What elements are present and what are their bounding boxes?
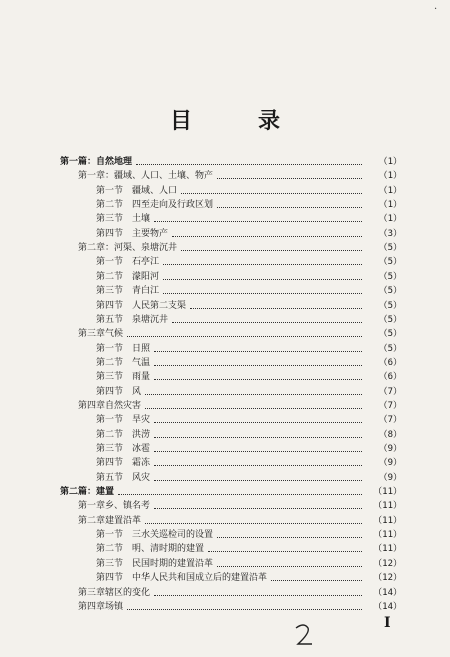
toc-entry-title: 建置 (96, 487, 115, 498)
toc-entry-page: （9） (378, 458, 402, 469)
toc-entry-title: 中华人民共和国成立后的建置沿革 (132, 573, 268, 584)
toc-leader-dots (163, 264, 362, 265)
toc-entry-number: 第四节 (96, 458, 124, 469)
toc-entry-page: （11） (373, 544, 402, 555)
toc-entry-number: 第三节 (96, 558, 124, 569)
toc-entry-page: （1） (378, 214, 402, 225)
toc-entry-title: 疆域、人口、土壤、物产 (114, 171, 214, 182)
toc-entry-page: （5） (378, 314, 402, 325)
toc-row (96, 255, 402, 269)
toc-entry-page: （6） (378, 372, 402, 383)
toc-entry-number: 第一章 (78, 501, 106, 512)
toc-row (78, 327, 402, 341)
toc-entry-text (96, 370, 152, 384)
toc-entry-text (78, 600, 125, 614)
toc-entry-page: （5） (378, 257, 402, 268)
toc-entry-text (96, 456, 152, 470)
toc-entry-number: 第四节 (96, 573, 124, 584)
toc-entry-number: 第四章 (78, 400, 106, 411)
toc-leader-dots (154, 465, 362, 466)
toc-entry-text (96, 356, 152, 370)
toc-entry-number: 第一章： (78, 171, 115, 182)
toc-row (96, 428, 402, 442)
toc-row (96, 284, 402, 298)
toc-entry-text (78, 327, 125, 341)
toc-entry-page: （5） (378, 286, 402, 297)
toc-entry-text (78, 514, 143, 528)
toc-row (78, 241, 402, 255)
toc-leader-dots (127, 336, 362, 337)
toc-leader-dots (118, 494, 362, 495)
toc-leader-dots (163, 279, 362, 280)
toc-row (78, 586, 402, 600)
toc-entry-text (96, 299, 188, 313)
toc-row (60, 485, 402, 499)
toc-entry-text (60, 485, 116, 499)
toc-row (78, 600, 402, 614)
toc-row (96, 456, 402, 470)
toc-entry-number: 第四节 (96, 386, 124, 397)
toc-entry-page: （12） (373, 573, 402, 584)
toc-entry-page: （7） (378, 415, 402, 426)
toc-leader-dots (154, 365, 362, 366)
toc-entry-text (96, 255, 161, 269)
toc-entry-text (96, 428, 152, 442)
toc-row (96, 227, 402, 241)
toc-entry-page: （5） (378, 271, 402, 282)
toc-entry-text (96, 313, 170, 327)
toc-row (96, 370, 402, 384)
toc-row (78, 399, 402, 413)
table-of-contents (0, 155, 450, 615)
toc-entry-text (96, 270, 161, 284)
toc-row (96, 313, 402, 327)
toc-entry-page: （14） (373, 601, 402, 612)
toc-entry-number: 第三章 (78, 329, 106, 340)
toc-entry-page: （5） (378, 343, 402, 354)
toc-entry-title: 明、清时期的建置 (132, 544, 205, 555)
toc-entry-title: 乡、镇名考 (105, 501, 151, 512)
toc-leader-dots (154, 221, 362, 222)
toc-entry-text (78, 241, 179, 255)
toc-entry-number: 第三节 (96, 286, 124, 297)
toc-entry-number: 第一篇： (60, 157, 97, 167)
toc-entry-title: 辖区的变化 (105, 587, 151, 598)
toc-entry-page: （11） (373, 501, 402, 512)
toc-entry-title: 主要物产 (132, 228, 169, 239)
toc-entry-page: （6） (378, 357, 402, 368)
toc-entry-page: （3） (378, 228, 402, 239)
toc-row (96, 270, 402, 284)
toc-leader-dots (181, 250, 362, 251)
toc-entry-number: 第二节 (96, 271, 124, 282)
toc-leader-dots (271, 580, 362, 581)
toc-leader-dots (154, 451, 362, 452)
toc-entry-text (96, 385, 143, 399)
toc-entry-page: （1） (378, 185, 402, 196)
toc-leader-dots (181, 193, 362, 194)
toc-entry-text (78, 169, 215, 183)
toc-entry-page: （5） (378, 329, 402, 340)
toc-leader-dots (163, 293, 362, 294)
toc-entry-number: 第三节 (96, 214, 124, 225)
toc-row (96, 184, 402, 198)
toc-leader-dots (154, 422, 362, 423)
toc-entry-text (96, 471, 152, 485)
toc-leader-dots (127, 609, 362, 610)
toc-leader-dots (145, 394, 362, 395)
toc-entry-page: （1） (378, 157, 402, 167)
toc-entry-number: 第二篇： (60, 487, 97, 498)
toc-entry-title: 河渠、泉塘沉井 (114, 243, 178, 254)
toc-entry-title: 风灾 (132, 472, 151, 483)
toc-entry-text (96, 212, 152, 226)
toc-entry-page: （5） (378, 300, 402, 311)
toc-row (96, 571, 402, 585)
toc-entry-number: 第一节 (96, 185, 124, 196)
toc-entry-text (78, 586, 152, 600)
toc-leader-dots (217, 207, 362, 208)
toc-entry-text (96, 542, 206, 556)
page-title: 目 录 (169, 108, 302, 134)
toc-entry-text (78, 399, 143, 413)
toc-entry-number: 第三节 (96, 444, 124, 454)
toc-entry-number: 第五节 (96, 472, 124, 483)
toc-entry-title: 场镇 (105, 601, 124, 612)
toc-entry-number: 第二章： (78, 243, 115, 254)
toc-entry-title: 旱灾 (132, 415, 151, 426)
toc-entry-text (96, 413, 152, 427)
toc-entry-title: 气温 (132, 357, 151, 368)
toc-entry-page: （12） (373, 558, 402, 569)
toc-entry-title: 疆域、人口 (132, 185, 178, 196)
toc-entry-page: （11） (373, 515, 402, 526)
toc-entry-number: 第一节 (96, 257, 124, 268)
toc-entry-number: 第二节 (96, 429, 124, 440)
toc-row (96, 413, 402, 427)
toc-entry-text (96, 442, 152, 456)
toc-entry-page: （1） (378, 200, 402, 211)
toc-entry-page: （9） (378, 444, 402, 454)
toc-entry-number: 第一节 (96, 343, 124, 354)
toc-entry-title: 青白江 (132, 286, 160, 297)
toc-entry-page: （1） (378, 171, 402, 182)
toc-leader-dots (154, 480, 362, 481)
toc-entry-number: 第二节 (96, 357, 124, 368)
toc-entry-number: 第一节 (96, 415, 124, 426)
toc-row (96, 528, 402, 542)
page-folio: I (384, 615, 391, 631)
toc-leader-dots (208, 551, 362, 552)
toc-leader-dots (154, 351, 362, 352)
toc-entry-text (96, 528, 215, 542)
toc-entry-text (96, 557, 215, 571)
toc-leader-dots (217, 566, 362, 567)
scan-mark: · (434, 4, 438, 15)
toc-entry-title: 人民第二支渠 (132, 300, 187, 311)
toc-entry-title: 泉塘沉井 (132, 314, 169, 325)
toc-entry-title: 霜冻 (132, 458, 151, 469)
toc-leader-dots (172, 236, 362, 237)
toc-entry-title: 洪涝 (132, 429, 151, 440)
toc-row (78, 514, 402, 528)
toc-row (78, 169, 402, 183)
toc-leader-dots (145, 523, 362, 524)
toc-entry-text (96, 284, 161, 298)
toc-entry-number: 第四章 (78, 601, 106, 612)
toc-leader-dots (217, 537, 362, 538)
toc-entry-number: 第二节 (96, 544, 124, 555)
toc-entry-number: 第一节 (96, 530, 124, 541)
toc-entry-page: （7） (378, 386, 402, 397)
toc-entry-number: 第四节 (96, 228, 124, 239)
toc-leader-dots (145, 408, 362, 409)
toc-entry-text (78, 499, 152, 513)
toc-row (96, 542, 402, 556)
toc-entry-page: （7） (378, 400, 402, 411)
toc-leader-dots (154, 508, 362, 509)
toc-entry-text (96, 227, 170, 241)
toc-entry-number: 第二节 (96, 200, 124, 211)
toc-entry-title: 风 (132, 386, 142, 397)
toc-entry-title: 冰雹 (132, 444, 151, 454)
toc-entry-title: 雨量 (132, 372, 151, 383)
toc-entry-number: 第三节 (96, 372, 124, 383)
toc-entry-title: 土壤 (132, 214, 151, 225)
toc-leader-dots (154, 437, 362, 438)
toc-entry-text (60, 155, 134, 169)
toc-row (96, 442, 402, 456)
toc-leader-dots (136, 164, 362, 165)
toc-entry-number: 第三章 (78, 587, 106, 598)
toc-entry-title: 自然灾害 (105, 400, 142, 411)
toc-row (96, 212, 402, 226)
toc-entry-title: 民国时期的建置沿革 (132, 558, 214, 569)
toc-row (96, 471, 402, 485)
toc-entry-text (96, 198, 215, 212)
toc-leader-dots (154, 379, 362, 380)
toc-leader-dots (190, 308, 362, 309)
toc-leader-dots (217, 178, 362, 179)
toc-entry-title: 自然地理 (96, 157, 133, 167)
toc-row (96, 198, 402, 212)
toc-entry-title: 日照 (132, 343, 151, 354)
toc-leader-dots (154, 595, 362, 596)
toc-entry-title: 建置沿革 (105, 515, 142, 526)
toc-entry-page: （8） (378, 429, 402, 440)
toc-entry-number: 第四节 (96, 300, 124, 311)
toc-entry-number: 第五节 (96, 314, 124, 325)
toc-row (96, 385, 402, 399)
toc-entry-title: 四至走向及行政区划 (132, 200, 214, 211)
toc-row (60, 155, 402, 169)
toc-entry-page: （9） (378, 472, 402, 483)
toc-entry-text (96, 571, 269, 585)
toc-row (96, 557, 402, 571)
toc-leader-dots (172, 322, 362, 323)
toc-entry-page: （11） (373, 487, 402, 498)
toc-entry-title: 三水关巡检司的设置 (132, 530, 214, 541)
toc-row (96, 342, 402, 356)
toc-row (78, 499, 402, 513)
toc-row (96, 356, 402, 370)
toc-row (96, 299, 402, 313)
toc-entry-number: 第二章 (78, 515, 106, 526)
toc-entry-page: （14） (373, 587, 402, 598)
toc-entry-title: 濛阳河 (132, 271, 160, 282)
toc-entry-title: 石亭江 (132, 257, 160, 268)
toc-entry-page: （11） (373, 530, 402, 541)
toc-entry-text (96, 184, 179, 198)
toc-entry-title: 气候 (105, 329, 124, 340)
toc-entry-text (96, 342, 152, 356)
toc-entry-page: （5） (378, 243, 402, 254)
handwritten-mark (290, 620, 320, 650)
